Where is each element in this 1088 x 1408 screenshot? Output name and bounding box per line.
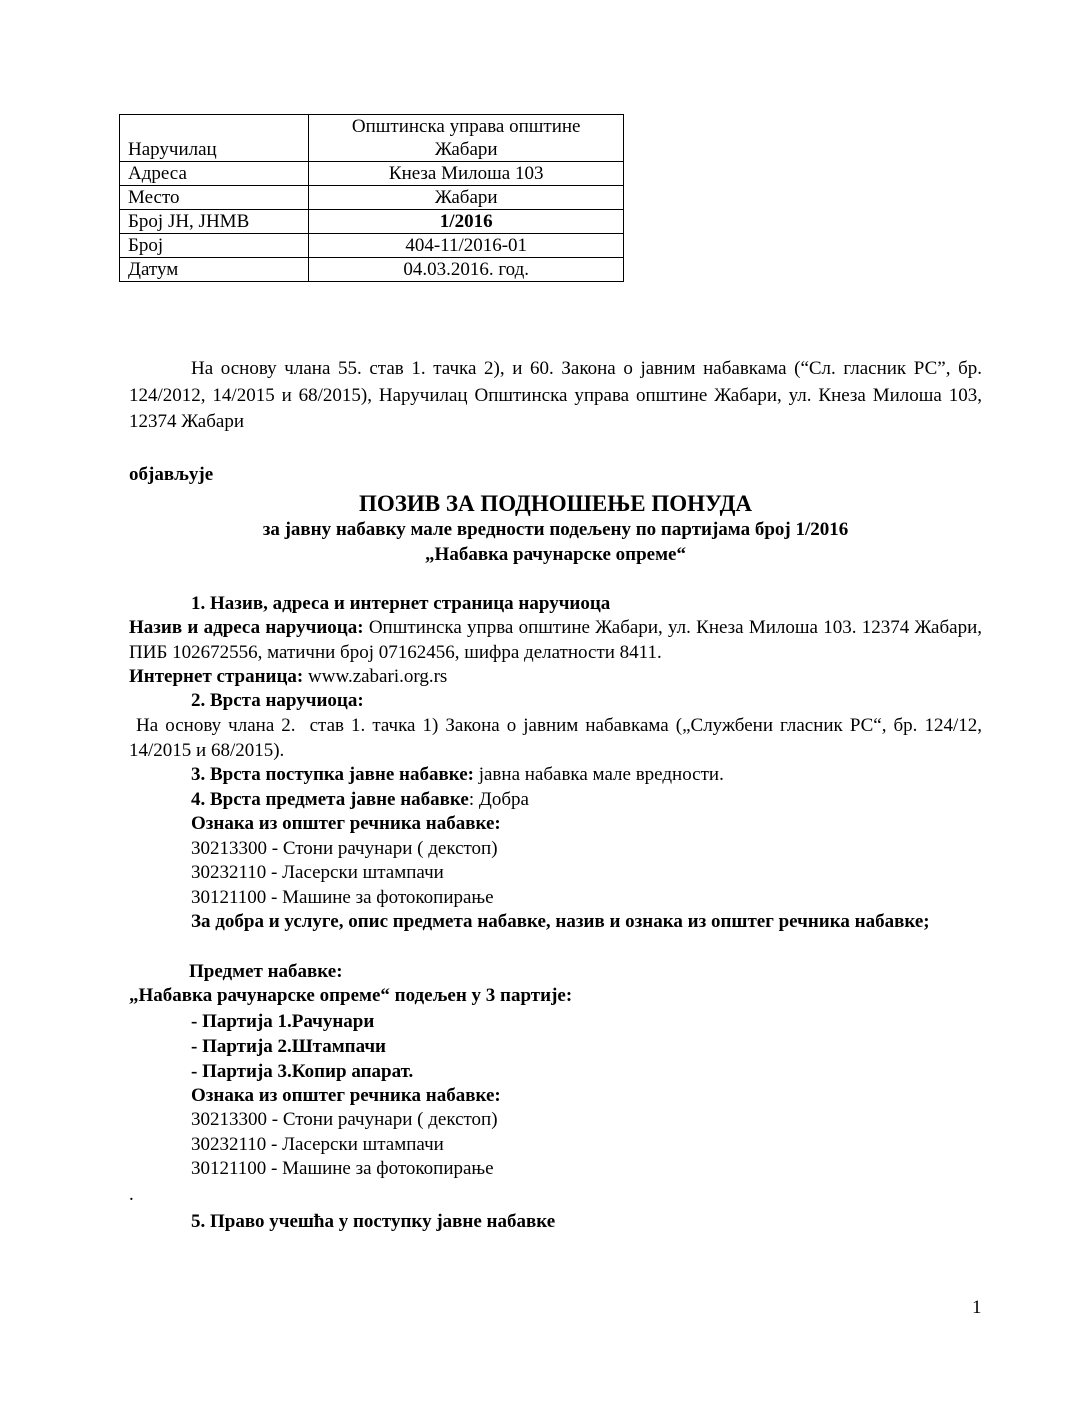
section-1-name-value: Општинска упрва општине Жабари, ул. Кнеза Милоша 103. 12374 Жабари, ПИБ 102672556, матични број 07162456, шифра делатности 8411. [129,617,982,663]
codes-heading: Ознака из општег речника набавке: [191,813,501,834]
section-4-value: : Добра [468,789,529,810]
section-1-name [129,616,982,665]
table-row [120,210,624,234]
section-5-heading: 5. Право учешћа у поступку јавне набавке [191,1211,556,1232]
intro-paragraph: На основу члана 55. став 1. тачка 2), и 60. Закона о јавним набавкама (“Сл. гласник РС”, бр. 124/2012, 14/2015 и 68/2015), Наручилац Општинска управа општине Жабари, ул. Кнеза Милоша 103, 12374 Жабари [129,358,982,432]
table-value: Општинска управа општине Жабари [309,115,624,162]
publishes-label: објављује [129,464,214,485]
goods-note: За добра и услуге, опис предмета набавке, назив и ознака из општег речника набавке; [191,911,930,932]
section-3-value: јавна набавка мале вредности. [473,764,724,785]
section-2-text: На основу члана 2. став 1. тачка 1) Закона о јавним набавкама („Службени гласник РС“, бр. 124/12, 14/2015 и 68/2015). [129,715,987,761]
section-1-heading: 1. Назив, адреса и интернет страница наручиоца [191,593,611,614]
table-row [120,115,624,162]
document-title: ПОЗИВ ЗА ПОДНОШЕЊЕ ПОНУДА [358,491,753,516]
table-row [120,162,624,186]
lot-item: - Партија 2.Штампачи [191,1036,387,1057]
table-key: Број ЈН, ЈНМВ [120,210,309,234]
table-value: Кнеза Милоша 103 [309,162,624,186]
info-table [119,114,624,282]
table-key: Датум [120,258,309,282]
code-line: 30213300 - Стони рачунари ( декстоп) [191,1109,498,1130]
table-row [120,186,624,210]
subject-label: Предмет набавке: [189,961,343,982]
section-3 [191,763,724,788]
section-2-heading: 2. Врста наручиоца: [191,690,364,711]
section-1-name-label: Назив и адреса наручиоца: [129,617,364,638]
document-subject: „Набавка рачунарске опреме“ [425,544,686,565]
subject-split: подељен у 3 партије: [389,985,573,1006]
lot-item: - Партија 3.Копир апарат. [191,1061,414,1082]
table-key: Адреса [120,162,309,186]
code-line: 30213300 - Стони рачунари ( декстоп) [191,838,498,859]
page-number: 1 [972,1297,982,1318]
lot-item: - Партија 1.Рачунари [191,1011,375,1032]
code-line: 30232110 - Ласерски штампачи [191,1134,444,1155]
table-value: Жабари [309,186,624,210]
section-4 [191,788,529,813]
subject-line [129,984,572,1009]
code-line: 30232110 - Ласерски штампачи [191,862,444,883]
stray-dot: . [129,1184,134,1205]
subject-quote: „Набавка рачунарске опреме“ [129,985,390,1006]
table-key: Број [120,234,309,258]
table-value: 404-11/2016-01 [309,234,624,258]
section-4-label: 4. Врста предмета јавне набавке [191,789,469,810]
table-value: 04.03.2016. год. [309,258,624,282]
section-1-web-label: Интернет страница: [129,666,304,687]
code-line: 30121100 - Машине за фотокопирање [191,887,494,908]
section-3-label: 3. Врста поступка јавне набавке: [191,764,474,785]
code-line: 30121100 - Машине за фотокопирање [191,1158,494,1179]
table-value: 1/2016 [309,210,624,234]
section-1-web-value: www.zabari.org.rs [303,666,448,687]
document-subtitle: за јавну набавку мале вредности подељену по партијама број 1/2016 [262,519,849,540]
section-1-web [129,665,447,690]
table-key: Место [120,186,309,210]
table-row [120,258,624,282]
codes-heading-2: Ознака из општег речника набавке: [191,1085,501,1106]
table-row [120,234,624,258]
table-key: Наручилац [120,115,309,162]
